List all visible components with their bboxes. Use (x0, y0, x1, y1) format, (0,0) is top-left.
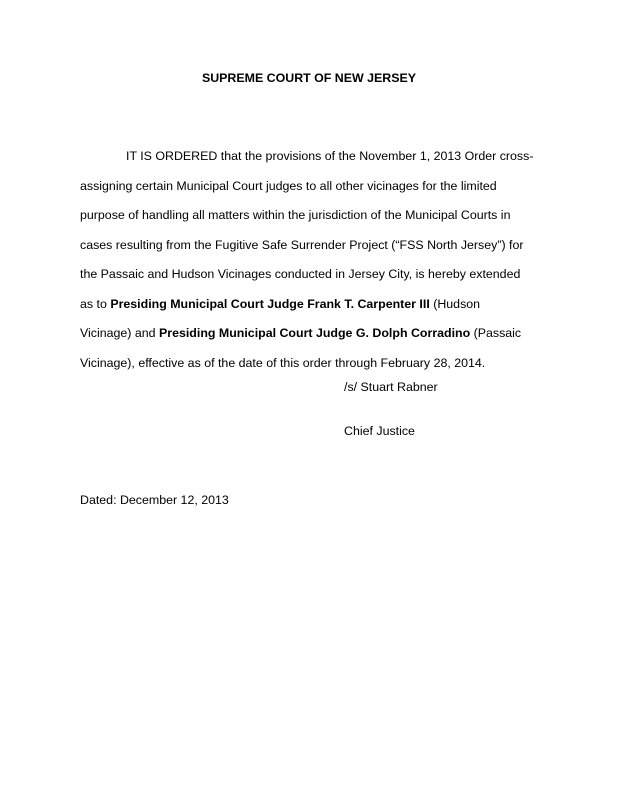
order-line-7 (80, 319, 540, 349)
order-line-8: Vicinage), effective as of the date of this order through February 28, 2014. (80, 355, 486, 370)
order-line-3: purpose of handling all matters within the jurisdiction of the Municipal Courts in (80, 208, 511, 222)
order-line-2: assigning certain Municipal Court judges to all other vicinages for the limited (80, 178, 497, 193)
judge-corradino: Presiding Municipal Court Judge G. Dolph Corradino (159, 326, 471, 340)
order-body (80, 142, 540, 378)
order-line-4: cases resulting from the Fugitive Safe Surrender Project (“FSS North Jersey”) for (80, 237, 524, 252)
order-line-5: the Passaic and Hudson Vicinages conducted in Jersey City, is hereby extended (80, 267, 521, 281)
court-title: SUPREME COURT OF NEW JERSEY (201, 71, 417, 85)
order-line-7-tail: (Passaic (470, 326, 522, 340)
order-line-6-tail: (Hudson (429, 296, 481, 311)
order-line-6-lead: as to (80, 296, 111, 311)
signature-title: Chief Justice (344, 424, 415, 438)
order-line-7-lead: Vicinage) and (80, 326, 159, 340)
order-line-1: IT IS ORDERED that the provisions of the November 1, 2013 Order cross- (126, 149, 534, 163)
signature: /s/ Stuart Rabner (344, 380, 438, 394)
order-line-6 (80, 290, 540, 320)
dated-line: Dated: December 12, 2013 (80, 493, 229, 507)
judge-carpenter: Presiding Municipal Court Judge Frank T. Carpenter III (110, 296, 430, 311)
